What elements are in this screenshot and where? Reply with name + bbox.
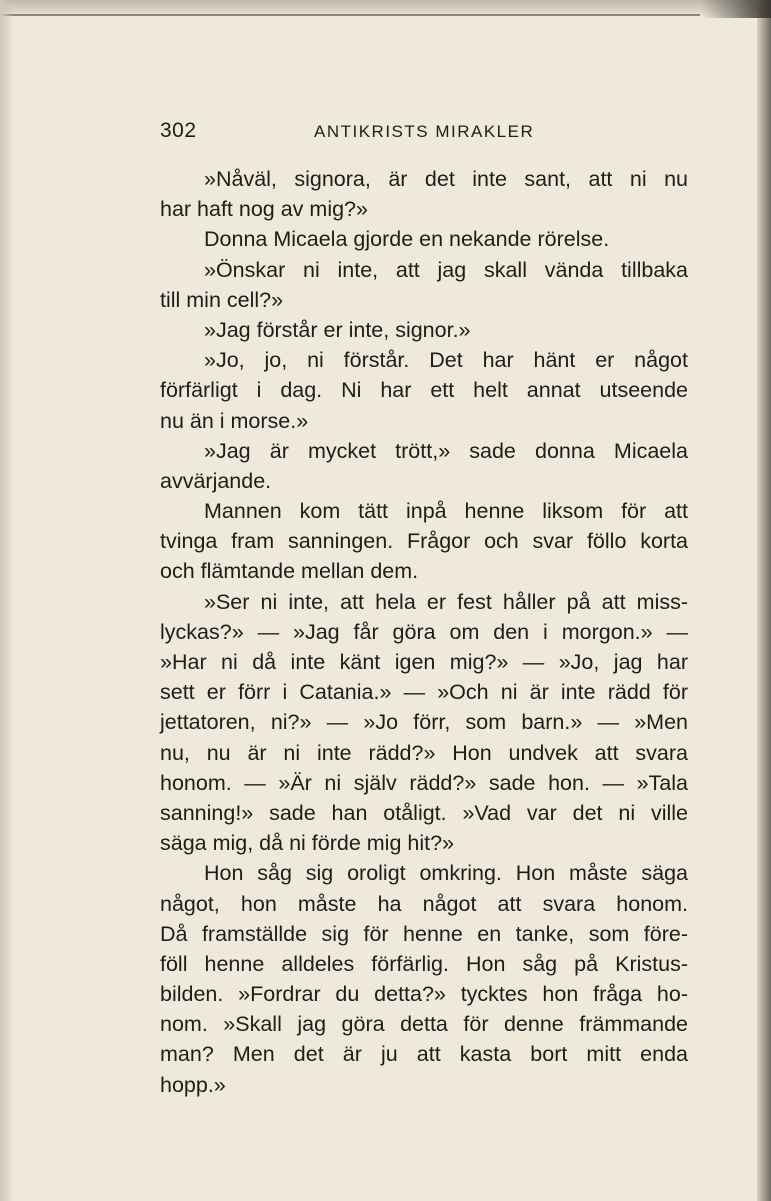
text-line: hopp.» <box>160 1072 226 1097</box>
text-line: bilden. »Fordrar du detta?» tycktes hon fråga ho- <box>160 982 688 1007</box>
text-line: och flämtande mellan dem. <box>160 559 419 584</box>
text-line: till min cell?» <box>160 287 284 312</box>
text-line: »Jag förstår er inte, signor.» <box>204 317 471 342</box>
text-line: »Nåväl, signora, är det inte sant, att ni nu <box>204 167 688 191</box>
text-line: avvärjande. <box>160 468 272 493</box>
text-line: nom. »Skall jag göra detta för denne främmande <box>160 1012 688 1037</box>
page-left-shadow <box>0 0 14 1201</box>
text-line: »Har ni då inte känt igen mig?» — »Jo, jag har <box>160 650 688 674</box>
page-top-rule <box>0 14 700 16</box>
text-line: man? Men det är ju att kasta bort mitt enda <box>160 1042 688 1067</box>
text-line: har haft nog av mig?» <box>160 197 368 222</box>
text-line: »Ser ni inte, att hela er fest håller på att miss- <box>204 589 688 614</box>
text-line: Hon såg sig oroligt omkring. Hon måste säga <box>204 861 688 886</box>
text-line: nu, nu är ni inte rädd?» Hon undvek att svara <box>160 740 688 765</box>
text-line: förfärligt i dag. Ni har ett helt annat utseende <box>160 378 688 403</box>
text-line: Donna Micaela gjorde en nekande rörelse. <box>204 227 610 252</box>
body-text <box>160 164 688 1100</box>
text-line: »Önskar ni inte, att jag skall vända tillbaka <box>204 257 688 282</box>
text-line: »Jag är mycket trött,» sade donna Micaela <box>204 438 688 463</box>
text-line: Mannen kom tätt inpå henne liksom för att <box>204 499 688 524</box>
running-title: ANTIKRISTS MIRAKLER <box>314 122 535 141</box>
text-line: säga mig, då ni förde mig hit?» <box>160 831 454 856</box>
text-line: Då framställde sig för henne en tanke, som före- <box>160 921 688 946</box>
text-line: sanning!» sade han otåligt. »Vad var det ni ville <box>160 800 688 825</box>
running-header <box>160 119 688 147</box>
text-line: »Jo, jo, ni förstår. Det har hänt er något <box>204 348 688 373</box>
text-line: tvinga fram sanningen. Frågor och svar föllo korta <box>160 529 688 554</box>
text-line: sett er förr i Catania.» — »Och ni är inte rädd för <box>160 680 688 705</box>
text-line: något, hon måste ha något att svara honom. <box>160 891 688 916</box>
text-line: honom. — »Är ni själv rädd?» sade hon. — »Tala <box>160 770 688 795</box>
text-line: föll henne alldeles förfärlig. Hon såg på Kristus- <box>160 951 688 976</box>
page-corner-shadow <box>701 0 771 18</box>
text-line: jettatoren, ni?» — »Jo förr, som barn.» — »Men <box>160 710 688 735</box>
text-line: lyckas?» — »Jag får göra om den i morgon.» — <box>160 619 688 644</box>
page-number: 302 <box>160 119 197 142</box>
text-line: nu än i morse.» <box>160 408 309 433</box>
page-right-edge <box>757 0 771 1201</box>
